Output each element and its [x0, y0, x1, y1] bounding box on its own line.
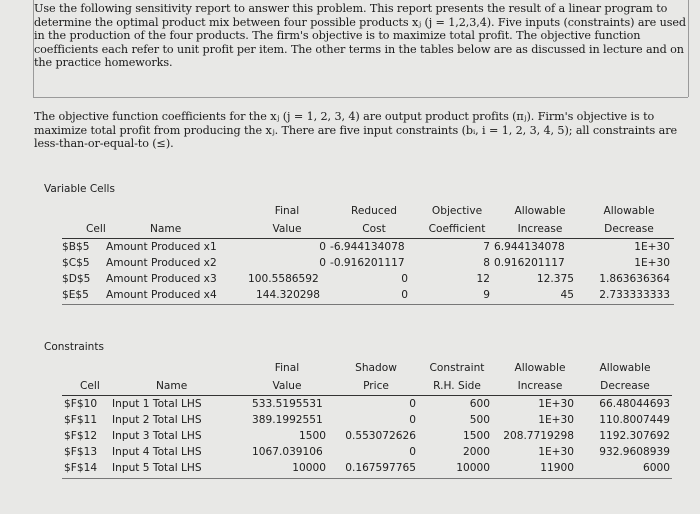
table-row-cell: $C$5 [62, 257, 90, 269]
header-allowable-decrease: Allowable [599, 362, 651, 374]
table-row-final: 0 [319, 241, 326, 253]
header-decrease: Decrease [604, 223, 654, 235]
divider [33, 0, 34, 97]
table-row-cell: $E$5 [62, 289, 89, 301]
table-row-cell: $B$5 [62, 241, 90, 253]
header-cost: Cost [362, 223, 386, 235]
table-row-decrease: 932.9608939 [599, 446, 670, 458]
table-row-decrease: 1E+30 [634, 241, 670, 253]
header-underline [62, 238, 674, 239]
intro-paragraph-2: The objective function coefficients for the xⱼ (j = 1, 2, 3, 4) are output product profits (πⱼ). Firm's objective is to maximize total profit from producing the xⱼ. There are five input constraints (bᵢ, i = 1, 2, 3, 4, 5); all constraints are less-than-or-equal-to (≤). [34, 110, 677, 151]
table-row-increase: 1E+30 [538, 414, 574, 426]
table-row-name: Amount Produced x3 [106, 273, 217, 285]
table-bottom-border [62, 304, 674, 305]
table-row-increase: 6.944134078 [494, 241, 565, 253]
table-row-name: Amount Produced x1 [106, 241, 217, 253]
table-row-reduced: -0.916201117 [330, 257, 405, 269]
table-row-increase: 12.375 [536, 273, 574, 285]
table-row-final: 533.5195531 [252, 398, 323, 410]
table-row-name: Input 5 Total LHS [112, 462, 202, 474]
table-row-name: Input 2 Total LHS [112, 414, 202, 426]
table-row-final: 10000 [292, 462, 326, 474]
table-row-shadow: 0.167597765 [345, 462, 416, 474]
table-row-name: Input 3 Total LHS [112, 430, 202, 442]
table-row-decrease: 6000 [643, 462, 670, 474]
variable-cells-title: Variable Cells [44, 183, 115, 195]
table-row-shadow: 0.553072626 [345, 430, 416, 442]
header-underline [62, 395, 672, 396]
table-row-increase: 1E+30 [538, 446, 574, 458]
table-row-final: 0 [319, 257, 326, 269]
table-row-final: 389.1992551 [252, 414, 323, 426]
header-reduced: Reduced [351, 205, 397, 217]
table-row-objective: 7 [483, 241, 490, 253]
table-row-cell: $F$13 [64, 446, 98, 458]
table-row-decrease: 2.733333333 [599, 289, 670, 301]
table-row-cell: $F$14 [64, 462, 98, 474]
table-row-shadow: 0 [409, 414, 416, 426]
table-row-cell: $F$11 [64, 414, 98, 426]
header-allowable-increase: Allowable [514, 205, 566, 217]
header-rhs: R.H. Side [433, 380, 481, 392]
table-row-increase: 208.7719298 [503, 430, 574, 442]
table-row-name: Input 1 Total LHS [112, 398, 202, 410]
table-row-name: Amount Produced x4 [106, 289, 217, 301]
header-constraint: Constraint [429, 362, 485, 374]
table-row-name: Input 4 Total LHS [112, 446, 202, 458]
table-row-increase: 11900 [540, 462, 574, 474]
table-row-reduced: 0 [401, 273, 408, 285]
header-final: Final [274, 205, 300, 217]
table-row-decrease: 1E+30 [634, 257, 670, 269]
intro-paragraph-1: Use the following sensitivity report to answer this problem. This report presents the result of a linear program to determine the optimal product mix between four possible products xⱼ (j = 1,2,3,4). Five inputs (constraints) are used in the production of the four products. The firm's objective is to maximize total profit. The objective function coefficients each refer to unit profit per item. The other terms in the tables below are as discussed in lecture and on the practice homeworks. [34, 2, 686, 70]
header-decrease: Decrease [600, 380, 650, 392]
table-row-rhs: 600 [469, 398, 490, 410]
header-name: Name [150, 223, 182, 235]
table-row-objective: 9 [483, 289, 490, 301]
table-row-decrease: 110.8007449 [599, 414, 670, 426]
table-row-name: Amount Produced x2 [106, 257, 217, 269]
table-row-shadow: 0 [409, 398, 416, 410]
table-row-objective: 8 [483, 257, 490, 269]
table-row-final: 1067.039106 [252, 446, 323, 458]
table-row-shadow: 0 [409, 446, 416, 458]
header-objective: Objective [431, 205, 483, 217]
table-row-rhs: 2000 [463, 446, 490, 458]
header-increase: Increase [517, 223, 563, 235]
header-shadow: Shadow [355, 362, 397, 374]
table-row-cell: $D$5 [62, 273, 91, 285]
header-cell: Cell [80, 380, 100, 392]
table-row-decrease: 66.48044693 [599, 398, 670, 410]
table-row-final: 100.5586592 [248, 273, 319, 285]
header-allowable-decrease: Allowable [603, 205, 655, 217]
header-value: Value [272, 223, 302, 235]
table-bottom-border [62, 478, 672, 479]
header-price: Price [363, 380, 389, 392]
header-allowable-increase: Allowable [514, 362, 566, 374]
table-row-cell: $F$12 [64, 430, 98, 442]
header-name: Name [156, 380, 188, 392]
table-row-rhs: 500 [469, 414, 490, 426]
table-row-objective: 12 [476, 273, 490, 285]
divider [688, 0, 689, 97]
table-row-increase: 45 [560, 289, 574, 301]
table-row-reduced: 0 [401, 289, 408, 301]
table-row-final: 1500 [299, 430, 326, 442]
table-row-reduced: -6.944134078 [330, 241, 405, 253]
header-increase: Increase [517, 380, 563, 392]
header-cell: Cell [86, 223, 106, 235]
header-value: Value [272, 380, 302, 392]
header-coefficient: Coefficient [428, 223, 486, 235]
table-row-decrease: 1192.307692 [599, 430, 670, 442]
divider [33, 97, 688, 98]
header-final: Final [274, 362, 300, 374]
table-row-increase: 0.916201117 [494, 257, 565, 269]
table-row-rhs: 10000 [456, 462, 490, 474]
table-row-final: 144.320298 [256, 289, 321, 301]
table-row-cell: $F$10 [64, 398, 98, 410]
table-row-decrease: 1.863636364 [599, 273, 670, 285]
table-row-rhs: 1500 [463, 430, 490, 442]
table-row-increase: 1E+30 [538, 398, 574, 410]
constraints-title: Constraints [44, 341, 104, 353]
